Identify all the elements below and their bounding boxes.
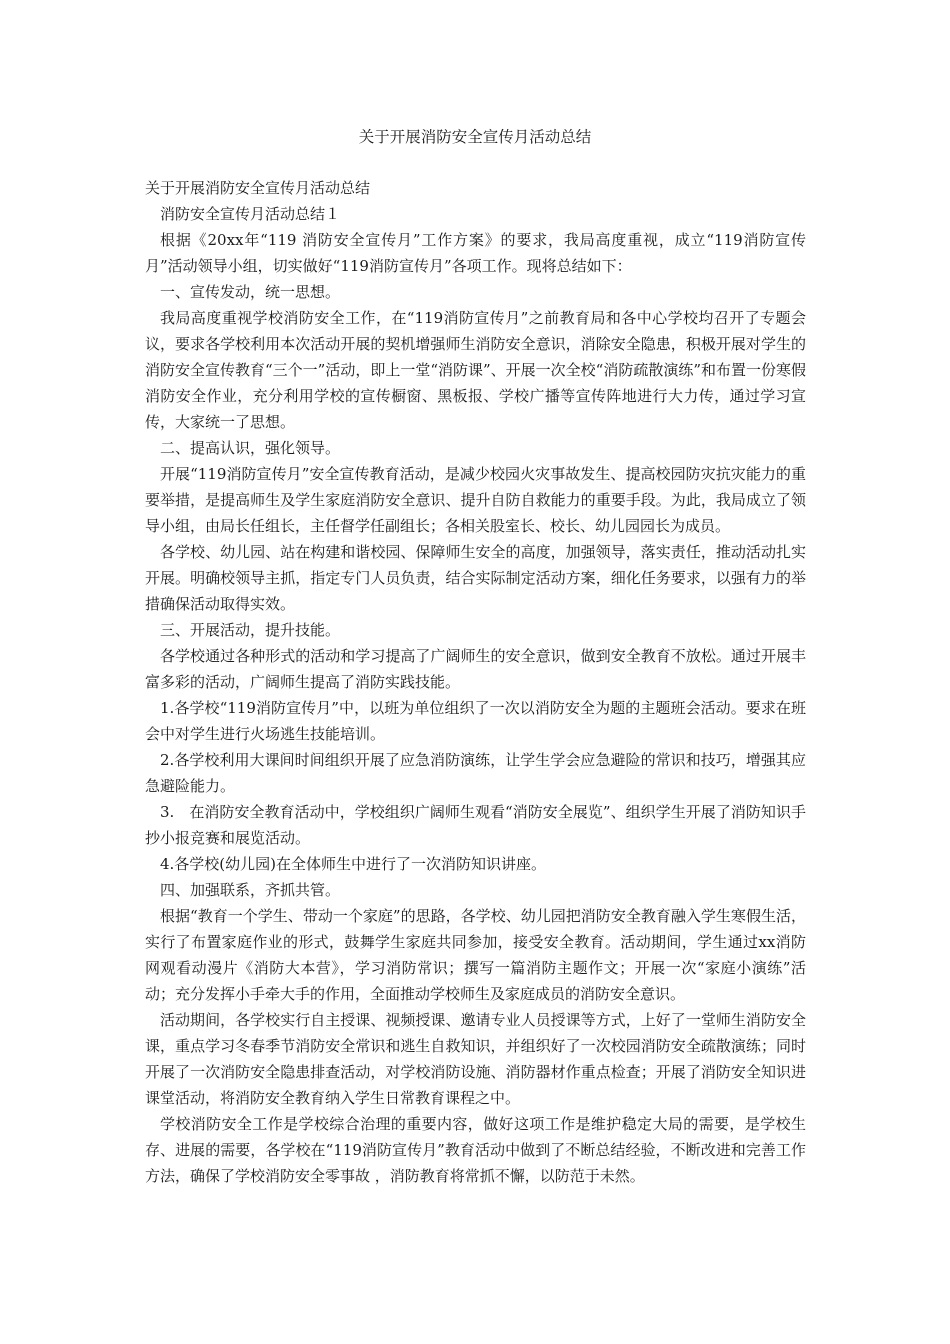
list-item: 3. 在消防安全教育活动中，学校组织广阔师生观看“消防安全展览”、组织学生开展了消防知识手抄小报竞赛和展览活动。 — [145, 803, 806, 847]
list-item: 2.各学校利用大课间时间组织开展了应急消防演练，让学生学会应急避险的常识和技巧，增强其应急避险能力。 — [145, 751, 806, 795]
paragraph: 根据“教育一个学生、带动一个家庭”的思路，各学校、幼儿园把消防安全教育融入学生寒假生活，实行了布置家庭作业的形式，鼓舞学生家庭共同参加，接受安全教育。活动期间，学生通过xx消防网观看动漫片《消防大本营》，学习消防常识；撰写一篇消防主题作文；开展一次“家庭小演练”活动；充分发挥小手牵大手的作用，全面推动学校师生及家庭成员的消防安全意识。 — [145, 907, 806, 1003]
document-title: 关于开展消防安全宣传月活动总结 — [358, 128, 592, 146]
document-body — [145, 175, 806, 1189]
body-heading: 关于开展消防安全宣传月活动总结 — [145, 179, 371, 197]
paragraph: 根据《20xx年“119 消防安全宣传月”工作方案》的要求，我局高度重视，成立“119消防宣传月”活动领导小组，切实做好“119消防宣传月”各项工作。现将总结如下： — [145, 231, 806, 275]
list-item: 4.各学校(幼儿园)在全体师生中进行了一次消防知识讲座。 — [160, 855, 547, 873]
body-subheading: 消防安全宣传月活动总结１ — [160, 205, 341, 223]
paragraph: 各学校通过各种形式的活动和学习提高了广阔师生的安全意识，做到安全教育不放松。通过开展丰富多彩的活动，广阔师生提高了消防实践技能。 — [145, 647, 806, 691]
section-heading: 二、提高认识，强化领导。 — [160, 439, 341, 457]
section-heading: 三、开展活动，提升技能。 — [160, 621, 341, 639]
section-heading: 一、宣传发动，统一思想。 — [160, 283, 341, 301]
paragraph: 开展“119消防宣传月”安全宣传教育活动，是减少校园火灾事故发生、提高校园防灾抗灾能力的重要举措，是提高师生及学生家庭消防安全意识、提升自防自救能力的重要手段。为此，我局成立了领导小组，由局长任组长，主任督学任副组长；各相关股室长、校长、幼儿园园长为成员。 — [145, 465, 806, 535]
section-heading: 四、加强联系，齐抓共管。 — [160, 881, 341, 899]
paragraph: 学校消防安全工作是学校综合治理的重要内容，做好这项工作是维护稳定大局的需要，是学校生存、进展的需要，各学校在“119消防宣传月”教育活动中做到了不断总结经验，不断改进和完善工作方法，确保了学校消防安全零事故 ，消防教育将常抓不懈，以防范于未然。 — [145, 1115, 806, 1185]
paragraph: 活动期间，各学校实行自主授课、视频授课、邀请专业人员授课等方式，上好了一堂师生消防安全课，重点学习冬春季节消防安全常识和逃生自救知识，并组织好了一次校园消防安全疏散演练；同时开展了一次消防安全隐患排查活动，对学校消防设施、消防器材作重点检查；开展了消防安全知识进课堂活动，将消防安全教育纳入学生日常教育课程之中。 — [145, 1011, 806, 1107]
list-item: 1.各学校“119消防宣传月”中，以班为单位组织了一次以消防安全为题的主题班会活动。要求在班会中对学生进行火场逃生技能培训。 — [145, 699, 806, 743]
paragraph: 各学校、幼儿园、站在构建和谐校园、保障师生安全的高度，加强领导，落实责任，推动活动扎实开展。明确校领导主抓，指定专门人员负责，结合实际制定活动方案，细化任务要求，以强有力的举措确保活动取得实效。 — [145, 543, 806, 613]
paragraph: 我局高度重视学校消防安全工作，在“119消防宣传月”之前教育局和各中心学校均召开了专题会议，要求各学校利用本次活动开展的契机增强师生消防安全意识，消除安全隐患，积极开展对学生的消防安全宣传教育“三个一”活动，即上一堂“消防课”、开展一次全校“消防疏散演练”和布置一份寒假消防安全作业，充分利用学校的宣传橱窗、黑板报、学校广播等宣传阵地进行大力传，通过学习宣传，大家统一了思想。 — [145, 309, 807, 431]
